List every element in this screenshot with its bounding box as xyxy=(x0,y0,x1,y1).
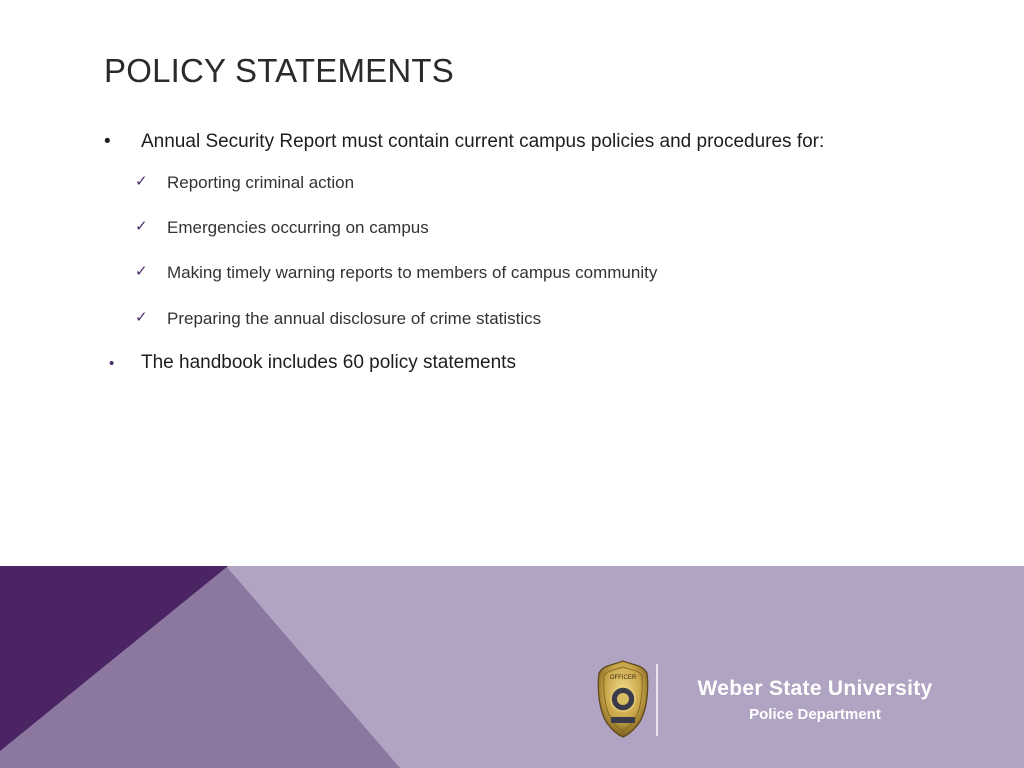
footer-banner xyxy=(0,566,1024,768)
check-icon: ✓ xyxy=(135,172,148,190)
bullet-text: Annual Security Report must contain current campus policies and procedures for: xyxy=(141,131,825,152)
department-name: Police Department xyxy=(749,706,881,723)
police-badge-logo xyxy=(597,659,649,739)
check-icon: ✓ xyxy=(135,262,148,280)
footer-divider xyxy=(656,664,658,736)
slide-title: POLICY STATEMENTS xyxy=(104,52,454,89)
university-name: Weber State University xyxy=(697,677,933,700)
checklist-item-text: Emergencies occurring on campus xyxy=(167,218,429,237)
badge-text: OFFICER xyxy=(609,675,637,681)
check-icon: ✓ xyxy=(135,308,148,326)
footer-background xyxy=(0,566,1024,768)
check-icon: ✓ xyxy=(135,217,148,235)
bullet-icon: • xyxy=(109,355,115,372)
checklist-item-text: Reporting criminal action xyxy=(167,173,355,192)
badge-icon xyxy=(597,659,649,739)
bullet-icon: • xyxy=(104,131,111,152)
bullet-text: The handbook includes 60 policy statements xyxy=(141,352,516,373)
checklist-item-text: Making timely warning reports to members of campus community xyxy=(167,263,658,282)
checklist-item-text: Preparing the annual disclosure of crime statistics xyxy=(167,309,542,328)
